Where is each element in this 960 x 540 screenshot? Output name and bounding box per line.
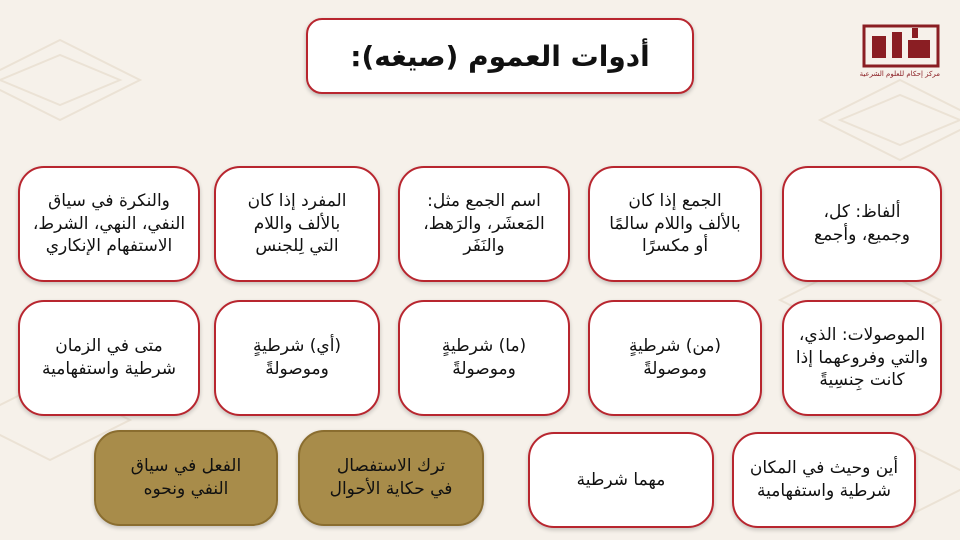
card-singular-definite: المفرد إذا كان بالألف واللام التي لِلجنس — [214, 166, 380, 282]
card-ayy: (أي) شرطيةٍ وموصولةً — [214, 300, 380, 416]
page-title: أدوات العموم (صيغه): — [350, 39, 650, 73]
card-relative-pronouns: الموصولات: الذي، والتي وفروعهما إذا كانت جِنسِيةً — [782, 300, 942, 416]
card-mahma: مهما شرطية — [528, 432, 714, 528]
card-ma: (ما) شرطيةٍ وموصولةً — [398, 300, 570, 416]
card-indefinite-negation: والنكرة في سياق النفي، النهي، الشرط، الاستفهام الإنكاري — [18, 166, 200, 282]
logo — [859, 22, 940, 92]
card-alfaz-kull: ألفاظ: كل، وجميع، وأجمع — [782, 166, 942, 282]
card-verb-negation: الفعل في سياق النفي ونحوه — [94, 430, 278, 526]
card-man: (من) شرطيةٍ وموصولةً — [588, 300, 762, 416]
title-box — [306, 18, 694, 94]
card-ayna-haythu: أين وحيث في المكان شرطية واستفهامية — [732, 432, 916, 528]
card-plural-definite: الجمع إذا كان بالألف واللام سالمًا أو مكسرًا — [588, 166, 762, 282]
card-mata: متى في الزمان شرطية واستفهامية — [18, 300, 200, 416]
logo-subtitle: مركز إحكام للعلوم الشرعية — [859, 70, 940, 78]
card-collective-noun: اسم الجمع مثل: المَعشَر، والرَهط، والنَفَر — [398, 166, 570, 282]
logo-mark-icon — [862, 22, 940, 70]
card-tark-alistifsal: ترك الاستفصال في حكاية الأحوال — [298, 430, 484, 526]
